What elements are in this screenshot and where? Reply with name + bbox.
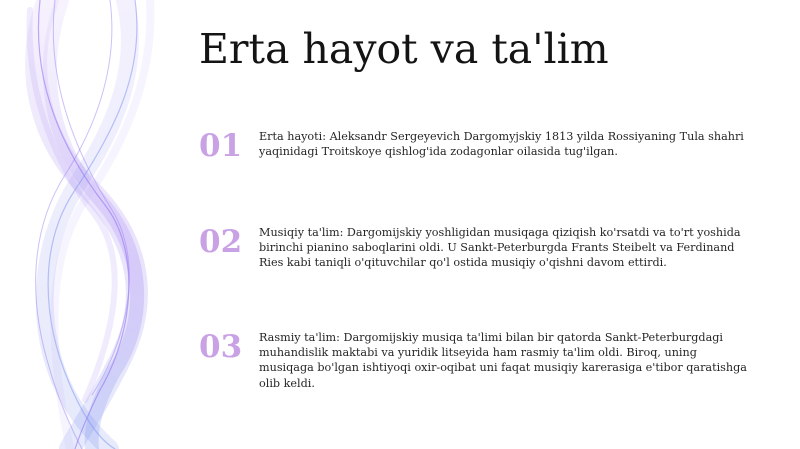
item-number: 01 (199, 128, 243, 164)
ribbon-decoration (0, 0, 200, 449)
item-text: Erta hayoti: Aleksandr Sergeyevich Dargomyjskiy 1813 yilda Rossiyaning Tula shahri yaqinidagi Troitskoye qishlog'ida zodagonlar oilasida tug'ilgan. (259, 130, 744, 159)
item-number: 03 (199, 329, 243, 365)
item-text: Musiqiy ta'lim: Dargomijskiy yoshligidan musiqaga qiziqish ko'rsatdi va to'rt yoshida birinchi pianino saboqlarini oldi. U Sankt-Peterburgda Frants Steibelt va Ferdinand Ries kabi taniqli o'qituvchilar qo'l ostida musiqiy o'qishni davom ettirdi. (259, 226, 741, 270)
item-number: 02 (199, 224, 243, 260)
page-title: Erta hayot va ta'lim (199, 25, 609, 73)
item-text: Rasmiy ta'lim: Dargomijskiy musiqa ta'limi bilan bir qatorda Sankt-Peterburgdagi muhandislik maktabi va yuridik litseyida ham rasmiy ta'lim oldi. Biroq, uning musiqaga bo'lgan ishtiyoqi oxir-oqibat uni faqat musiqiy karerasiga e'tibor qaratishga olib keldi. (259, 331, 747, 390)
